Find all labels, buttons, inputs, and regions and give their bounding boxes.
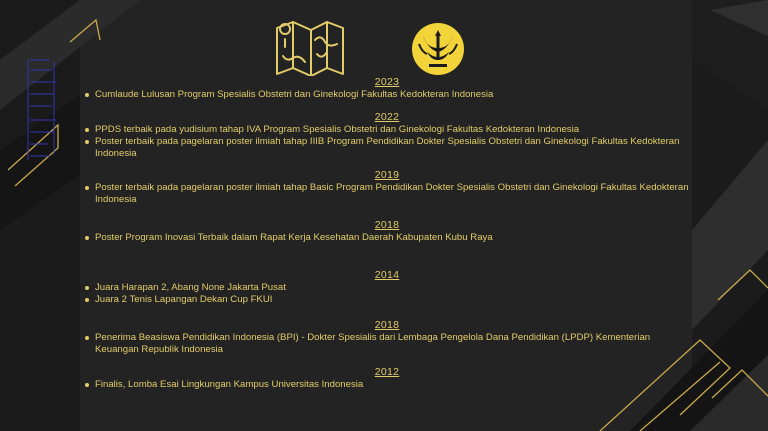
year-heading: 2018	[374, 219, 400, 231]
achievements-list	[82, 72, 692, 391]
list-item: Poster terbaik pada pagelaran poster ilmiah tahap IIIB Program Pendidikan Dokter Spesialis Obstetri dan Ginekologi Fakultas Kedokteran Indonesia	[95, 136, 692, 160]
list-item: Finalis, Lomba Esai Lingkungan Kampus Universitas Indonesia	[95, 379, 692, 391]
list-item: Juara 2 Tenis Lapangan Dekan Cup FKUI	[95, 294, 692, 306]
section-2018	[82, 218, 692, 244]
list-item: Penerima Beasiswa Pendidikan Indonesia (BPI) - Dokter Spesialis dari Lembaga Pengelola Dana Pendidikan (LPDP) Kementerian Keuangan Republik Indonesia	[95, 332, 692, 356]
folded-map-icon	[275, 20, 345, 76]
list-item: Juara Harapan 2, Abang None Jakarta Pusat	[95, 282, 692, 294]
year-heading: 2014	[374, 269, 400, 281]
year-heading: 2022	[374, 111, 400, 123]
section-2012	[82, 365, 692, 391]
section-2014	[82, 268, 692, 306]
list-item: PPDS terbaik pada yudisium tahap IVA Program Spesialis Obstetri dan Ginekologi Fakultas Kedokteran Indonesia	[95, 124, 692, 136]
section-2022	[82, 110, 692, 160]
section-2023	[82, 75, 692, 101]
year-heading: 2012	[374, 366, 400, 378]
list-item: Cumlaude Lulusan Program Spesialis Obstetri dan Ginekologi Fakultas Kedokteran Indonesia	[95, 89, 692, 101]
list-item: Poster Program Inovasi Terbaik dalam Rapat Kerja Kesehatan Daerah Kabupaten Kubu Raya	[95, 232, 692, 244]
year-heading: 2023	[374, 76, 400, 88]
university-seal-icon	[411, 22, 465, 76]
section-2019	[82, 168, 692, 206]
year-heading: 2019	[374, 169, 400, 181]
section-2018-scholarship	[82, 318, 692, 356]
year-heading: 2018	[374, 319, 400, 331]
list-item: Poster terbaik pada pagelaran poster ilmiah tahap Basic Program Pendidikan Dokter Spesialis Obstetri dan Ginekologi Fakultas Kedokteran Indonesia	[95, 182, 692, 206]
